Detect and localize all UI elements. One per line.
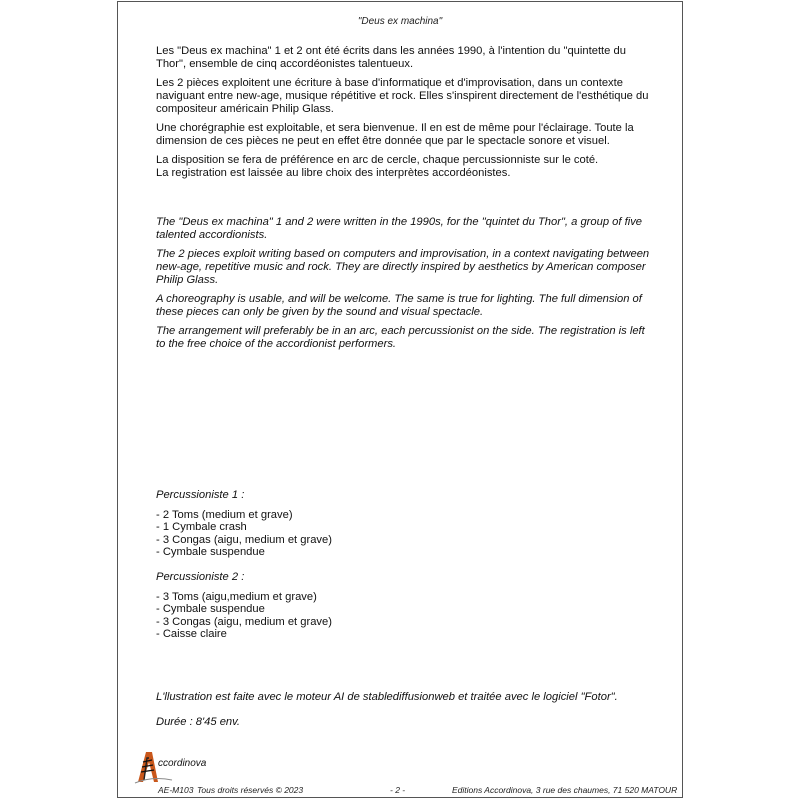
english-paragraph-2: The 2 pieces exploit writing based on computers and improvisation, in a context navigating between new-age, repetitive music and rock. They are directly inspired by aesthetics by American composer Philip Glass. — [156, 248, 650, 286]
footer-publisher: Editions Accordinova, 3 rue des chaumes, 71 520 MATOUR — [452, 785, 678, 795]
logo-text: ccordinova — [158, 758, 207, 769]
percussionist-1-title: Percussioniste 1 : — [156, 489, 245, 501]
list-item: - 3 Toms (aigu,medium et grave) — [156, 590, 317, 603]
english-paragraph-4: The arrangement will preferably be in an arc, each percussionist on the side. The registration is left to the free choice of the accordionist performers. — [156, 325, 645, 350]
footer-rights: Tous droits réservés © 2023 — [197, 785, 304, 795]
footer-reference: AE-M103 — [158, 785, 194, 795]
list-item: - 2 Toms (medium et grave) — [156, 508, 293, 521]
list-item: - 1 Cymbale crash — [156, 521, 247, 534]
page-header-title: "Deus ex machina" — [357, 16, 443, 27]
accordinova-logo — [132, 750, 212, 784]
french-paragraph-3: Une chorégraphie est exploitable, et sera bienvenue. Il en est de même pour l'éclairage. Toute la dimension de ces pièces ne peut en effet être donnée que par le spectacle sonore et visuel. — [156, 122, 634, 147]
french-paragraph-5: La registration est laissée au libre choix des interprètes accordéonistes. — [156, 167, 511, 179]
english-paragraph-3: A choreography is usable, and will be welcome. The same is true for lighting. The full dimension of these pieces can only be given by the sound and visual spectacle. — [156, 293, 642, 318]
english-text-block — [156, 216, 654, 357]
french-text-block — [156, 45, 654, 186]
list-item: - Caisse claire — [156, 628, 227, 641]
percussionist-1-section — [156, 489, 456, 559]
list-item: - Cymbale suspendue — [156, 546, 265, 559]
list-item: - Cymbale suspendue — [156, 603, 265, 616]
list-item: - 3 Congas (aigu, medium et grave) — [156, 533, 332, 546]
percussionist-2-section — [156, 571, 456, 641]
list-item: - 3 Congas (aigu, medium et grave) — [156, 615, 332, 628]
french-paragraph-2: Les 2 pièces exploitent une écriture à base d'informatique et d'improvisation, dans un contexte naviguant entre new-age, musique répétitive et rock. Elles s'inspirent directement de l'esthétique du compositeur américain Philip Glass. — [156, 77, 649, 115]
document-page — [117, 1, 683, 798]
french-paragraph-1: Les "Deus ex machina" 1 et 2 ont été écrits dans les années 1990, à l'intention du "quintette du Thor", ensemble de cinq accordéonistes talentueux. — [156, 45, 626, 70]
illustration-note: L'llustration est faite avec le moteur AI de stablediffusionweb et traitée avec le logiciel "Fotor". — [156, 691, 618, 703]
duration-note: Durée : 8'45 env. — [156, 716, 241, 728]
percussionist-2-title: Percussioniste 2 : — [156, 571, 245, 583]
french-paragraph-4: La disposition se fera de préférence en arc de cercle, chaque percussionniste sur le coté. — [156, 154, 599, 166]
english-paragraph-1: The "Deus ex machina" 1 and 2 were written in the 1990s, for the "quintet du Thor", a group of five talented accordionists. — [156, 216, 643, 241]
footer-page-number: - 2 - — [390, 785, 406, 795]
